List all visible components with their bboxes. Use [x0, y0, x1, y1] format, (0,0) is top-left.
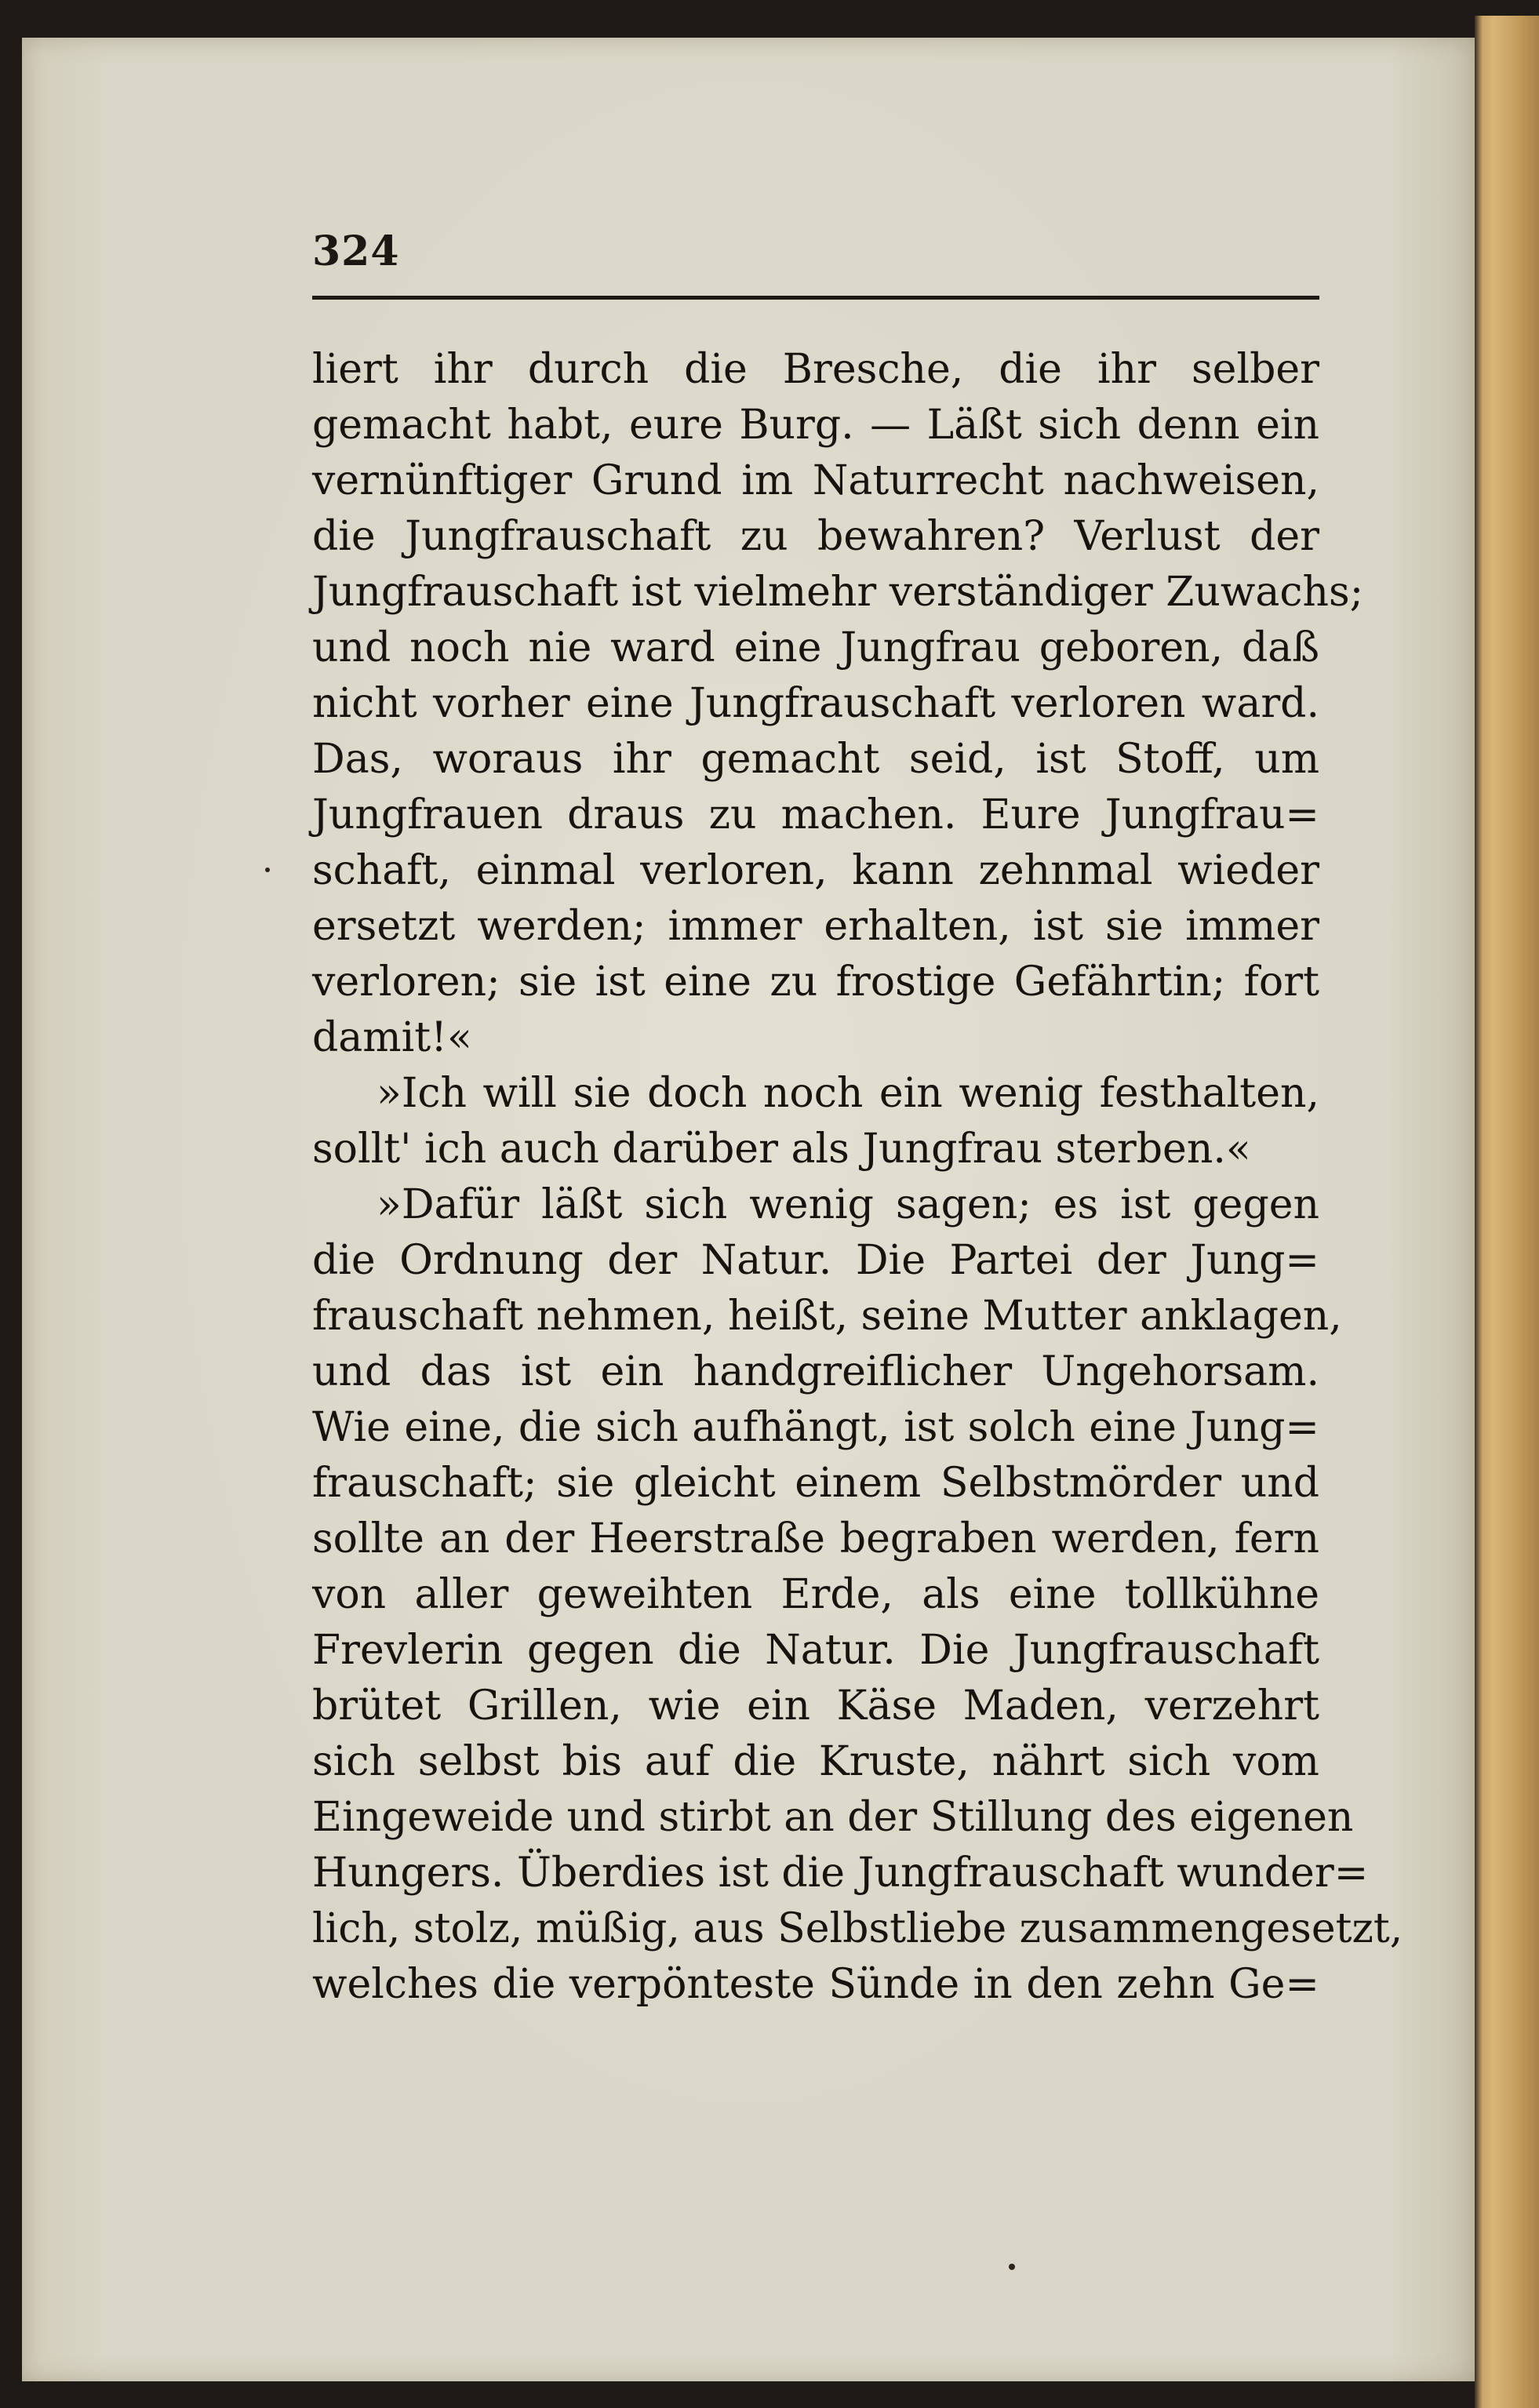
- book-page-edge: [1475, 16, 1539, 2408]
- body-text: [312, 342, 1403, 2013]
- text-line: von aller geweihten Erde, als eine tollkühne: [312, 1571, 1319, 1618]
- text-line: frauschaft nehmen, heißt, seine Mutter anklagen,: [312, 1293, 1342, 1340]
- text-line: Hungers. Überdies ist die Jungfrauschaft wunder=: [312, 1850, 1369, 1897]
- text-line: Wie eine, die sich aufhängt, ist solch eine Jung=: [312, 1404, 1319, 1451]
- text-line: »Dafür läßt sich wenig sagen; es ist gegen: [377, 1181, 1319, 1228]
- text-line: liert ihr durch die Bresche, die ihr selber: [312, 346, 1319, 393]
- text-line: sich selbst bis auf die Kruste, nährt sich vom: [312, 1738, 1319, 1785]
- ink-speck: [1009, 2264, 1015, 2270]
- text-line: und noch nie ward eine Jungfrau geboren, daß: [312, 624, 1319, 671]
- text-line: Frevlerin gegen die Natur. Die Jungfrauschaft: [312, 1627, 1319, 1674]
- text-line: sollt' ich auch darüber als Jungfrau sterben.«: [312, 1126, 1251, 1173]
- text-line: vernünftiger Grund im Naturrecht nachweisen,: [312, 457, 1319, 504]
- text-line: sollte an der Heerstraße begraben werden, fern: [312, 1515, 1319, 1562]
- text-line: verloren; sie ist eine zu frostige Gefährtin; fort: [312, 958, 1319, 1006]
- text-line: gemacht habt, eure Burg. — Läßt sich denn ein: [312, 402, 1319, 449]
- text-line: damit!«: [312, 1014, 472, 1061]
- text-line: brütet Grillen, wie ein Käse Maden, verzehrt: [312, 1682, 1319, 1730]
- text-line: lich, stolz, müßig, aus Selbstliebe zusammengesetzt,: [312, 1905, 1403, 1952]
- text-line: frauschaft; sie gleicht einem Selbstmörder und: [312, 1460, 1319, 1507]
- text-line: nicht vorher eine Jungfrauschaft verloren ward.: [312, 680, 1319, 727]
- ink-speck: [265, 868, 270, 872]
- text-line: ersetzt werden; immer erhalten, ist sie immer: [312, 903, 1319, 950]
- text-line: die Jungfrauschaft zu bewahren? Verlust der: [312, 513, 1319, 560]
- text-line: welches die verpönteste Sünde in den zehn Ge=: [312, 1961, 1319, 2008]
- header-rule: [312, 296, 1319, 300]
- text-line: Eingeweide und stirbt an der Stillung des eigenen: [312, 1794, 1354, 1841]
- text-line: schaft, einmal verloren, kann zehnmal wieder: [312, 847, 1319, 894]
- text-line: Jungfrauen draus zu machen. Eure Jungfrau=: [312, 791, 1319, 838]
- text-line: und das ist ein handgreiflicher Ungehorsam.: [312, 1348, 1319, 1395]
- text-line: die Ordnung der Natur. Die Partei der Jung=: [312, 1237, 1319, 1284]
- text-line: Das, woraus ihr gemacht seid, ist Stoff, um: [312, 736, 1319, 783]
- text-line: Jungfrauschaft ist vielmehr verständiger Zuwachs;: [312, 569, 1364, 616]
- text-line: »Ich will sie doch noch ein wenig festhalten,: [377, 1070, 1319, 1117]
- page-number: 324: [312, 227, 400, 275]
